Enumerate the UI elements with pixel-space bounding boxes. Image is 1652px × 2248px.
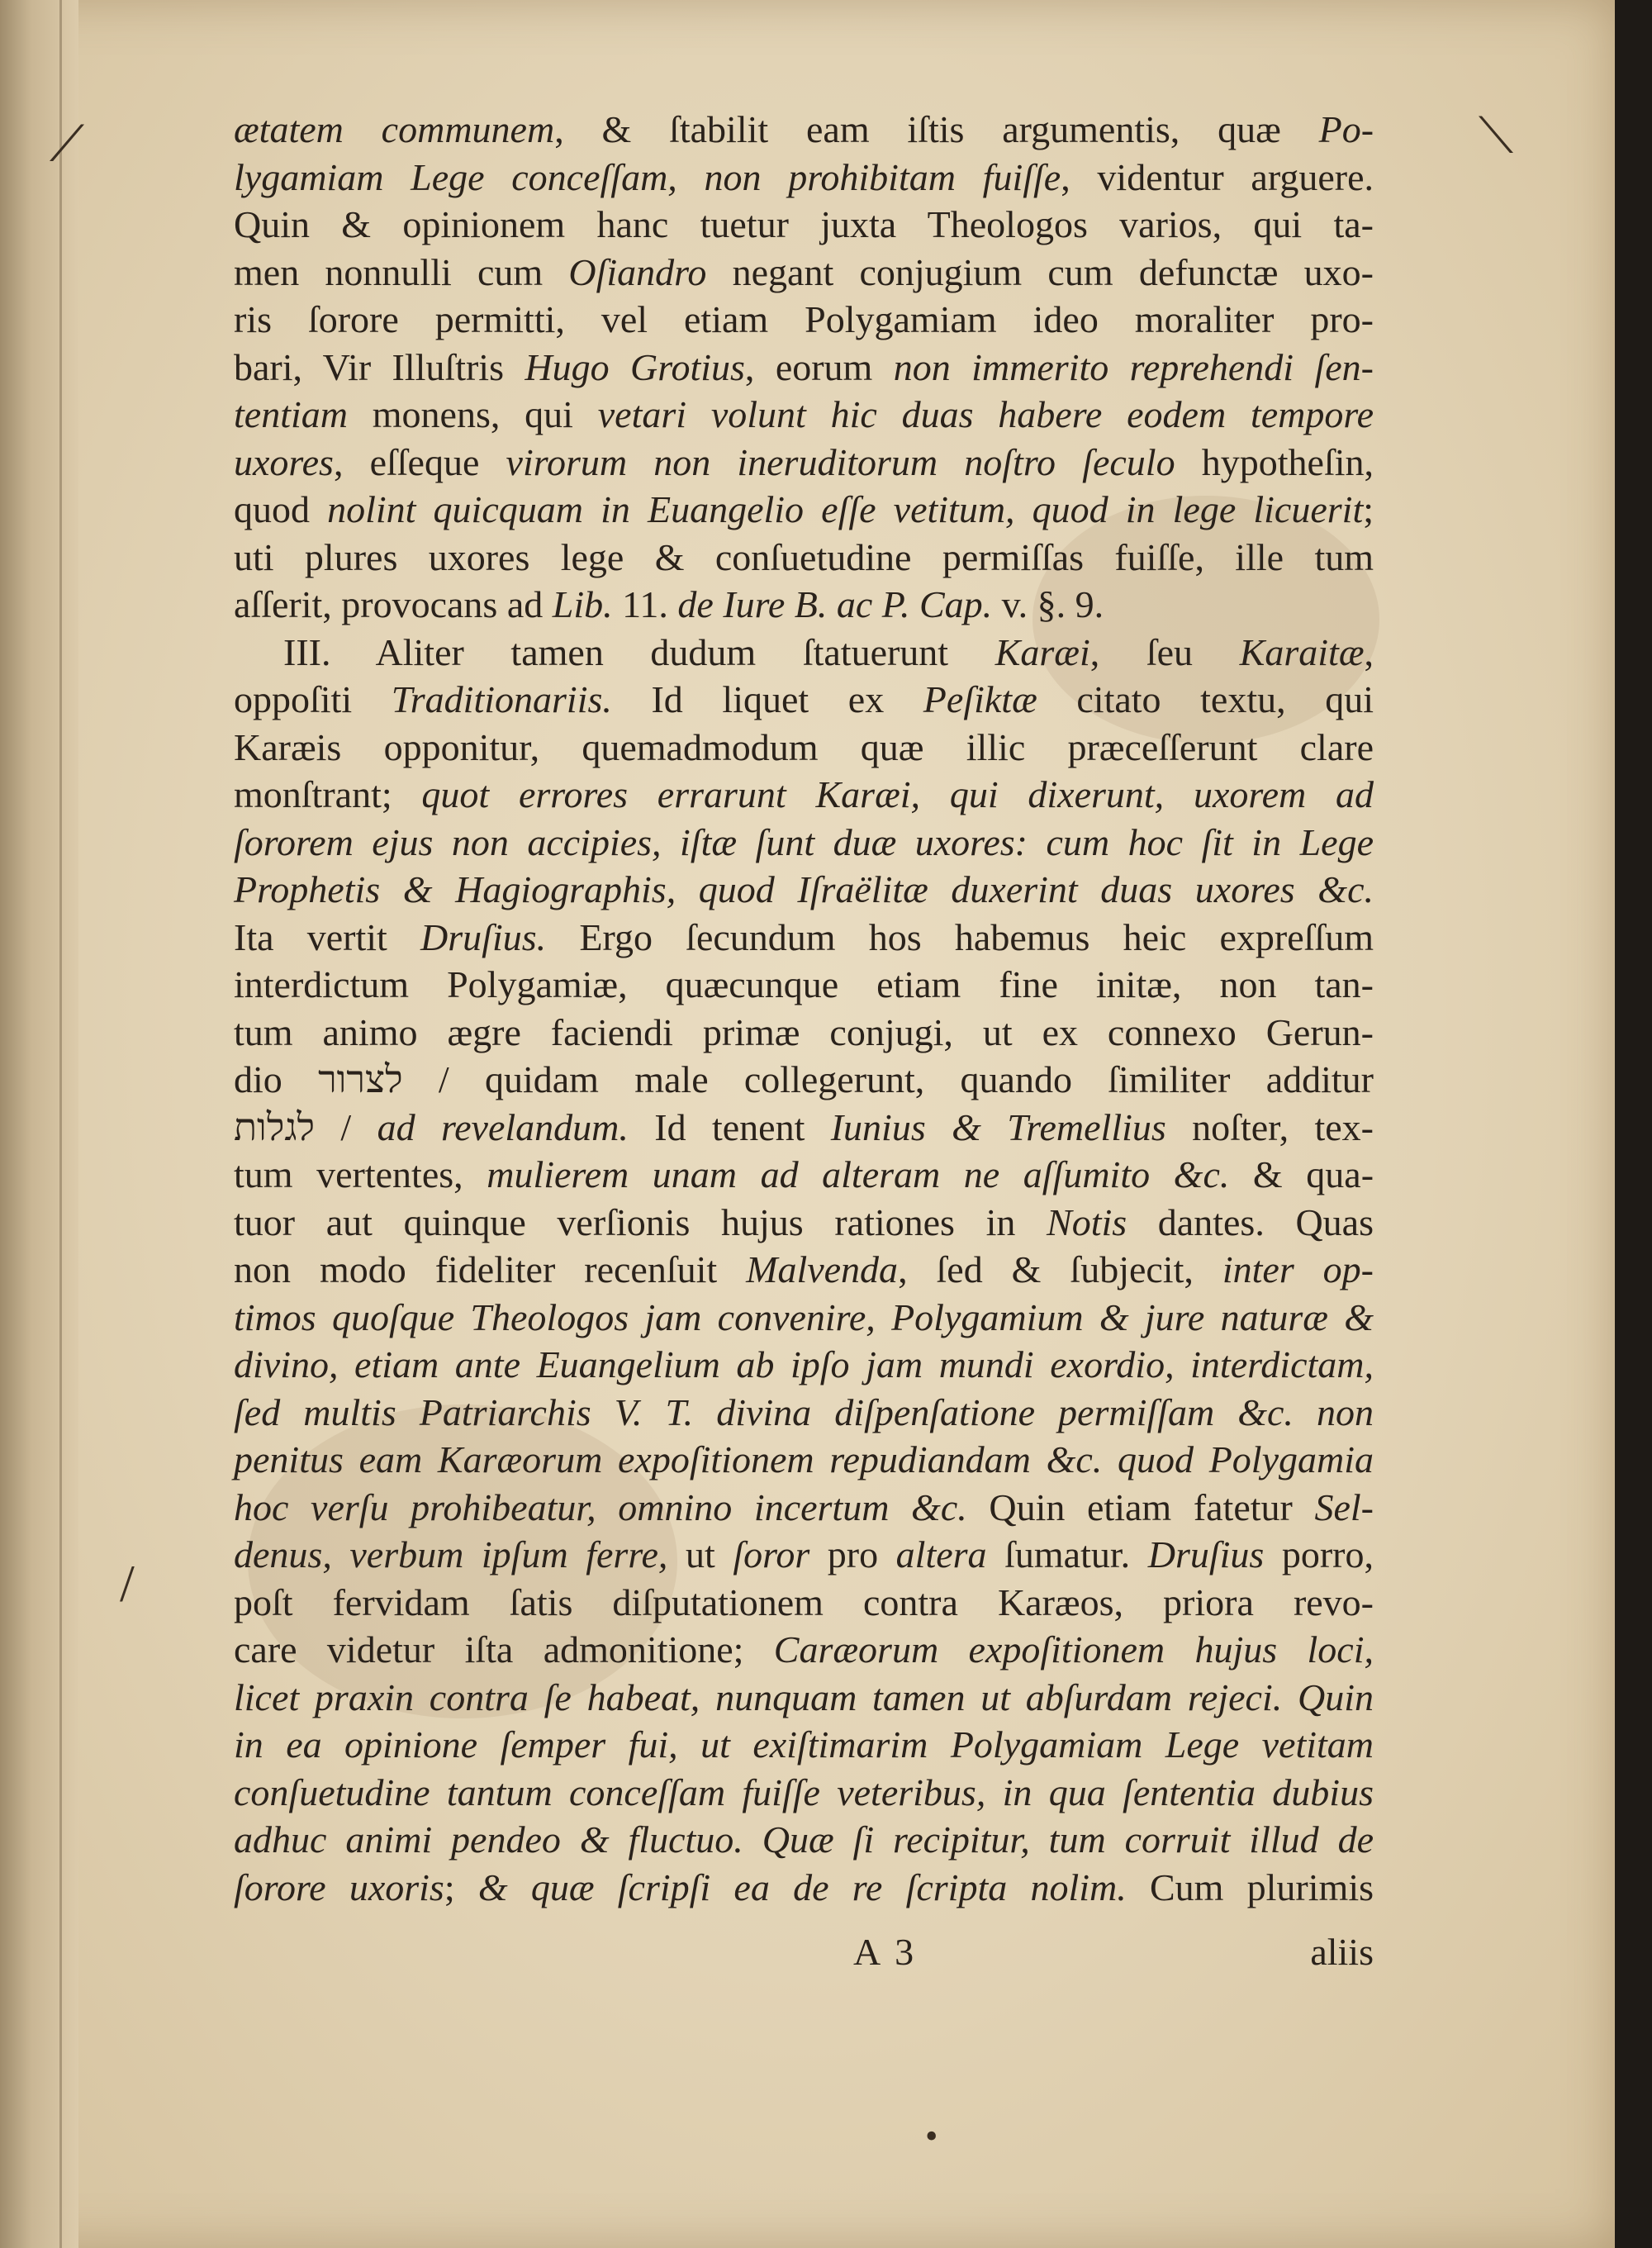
text-run: negant conjugium cum defunctæ uxo- [706,250,1374,293]
text-run: & qua- [1229,1153,1374,1195]
text-line [234,1151,1374,1199]
text-line [234,676,1374,724]
italic-text-run: lygamiam Lege conceſſam, non prohibitam fuiſſe [234,155,1061,198]
text-run: ut [667,1533,733,1576]
text-run: לגלות / [234,1105,377,1148]
text-line [234,961,1374,1009]
text-line [234,819,1374,867]
text-run: v. §. 9. [992,583,1104,625]
text-run: , [1364,630,1374,673]
italic-text-run: ſed multis Patriarchis V. T. divina diſpenſatione permiſſam &c. non [234,1390,1374,1433]
text-run: Cum plurimis [1126,1865,1374,1908]
text-run: pro [809,1533,896,1576]
italic-text-run: Iunius & Tremellius [830,1105,1166,1148]
text-run: quod [234,488,328,530]
text-run: Quin etiam fatetur [966,1485,1315,1528]
italic-text-run: Oſiandro [568,250,707,293]
italic-text-run: denus, verbum ipſum ferre, [234,1533,668,1576]
text-line [234,1199,1374,1247]
text-run: Karæis opponitur, quemadmodum quæ illic præceſſerunt clare [234,725,1374,768]
italic-text-run: non immerito reprehendi ſen- [893,345,1374,388]
italic-text-run: ſororem ejus non accipies, iſtæ ſunt duæ uxores: cum hoc ſit in Lege [234,820,1374,863]
text-run: monſtrant; [234,773,422,815]
text-line [234,1294,1374,1342]
italic-text-run: Lib. [552,583,613,625]
text-line [234,1674,1374,1722]
fold-line [59,0,62,2248]
text-run: aſſerit, provocans ad [234,583,553,625]
italic-text-run: ætatem communem [234,108,555,150]
text-run: , ſeu [1089,630,1240,673]
text-run: citato textu, qui [1037,678,1374,720]
text-run: Ergo ſecundum hos habemus heic expreſſum [546,915,1374,958]
italic-text-run: Peſiktæ [923,678,1037,720]
text-run: ris ſorore permitti, vel etiam Polygamiam ideo moraliter pro- [234,298,1374,340]
text-line [234,201,1374,249]
italic-text-run: Druſius [1147,1533,1265,1576]
text-run: , ſed & ſubjecit, [898,1248,1222,1290]
text-line [234,1009,1374,1057]
text-line [234,1056,1374,1104]
text-line [234,914,1374,962]
text-run: noſter, tex- [1165,1105,1374,1148]
text-run: , & ſtabilit eam iſtis argumentis, quæ [554,108,1319,150]
text-line [234,581,1374,629]
text-line [234,1721,1374,1769]
text-line [234,1531,1374,1579]
text-run: hypotheſin, [1175,440,1374,483]
text-run: non modo fideliter recenſuit [234,1248,747,1290]
catchword: aliis [1310,1931,1374,1973]
italic-text-run: Malvenda [746,1248,899,1290]
italic-text-run: Prophetis & Hagiographis, quod Iſraëlitæ duxerint duas uxores &c. [234,868,1374,910]
italic-text-run: divino, etiam ante Euangelium ab ipſo jam mundi exordio, interdictam, [234,1343,1374,1385]
italic-text-run: mulierem unam ad alteram ne aſſumito &c. [487,1153,1230,1195]
text-line [234,1579,1374,1627]
binding-gutter [0,0,78,2248]
text-line [234,724,1374,772]
text-run: poſt fervidam ſatis diſputationem contra Karæos, priora revo- [234,1580,1374,1623]
text-line [234,1389,1374,1437]
text-run: tum animo ægre faciendi primæ conjugi, ut ex connexo Gerun- [234,1010,1374,1053]
text-line [234,629,1374,677]
ink-stroke-mark: / [120,1554,135,1613]
italic-text-run: timos quoſque Theologos jam convenire, Polygamium & jure naturæ & [234,1295,1374,1338]
text-line [234,486,1374,534]
text-line [234,771,1374,819]
italic-text-run: licet praxin contra ſe habeat, nunquam tamen ut abſurdam rejeci. Quin [234,1675,1374,1718]
text-run: uti plures uxores lege & conſuetudine permiſſas fuiſſe, ille tum [234,535,1374,578]
text-run: , eorum [744,345,894,388]
text-run: dantes. Quas [1127,1200,1374,1243]
text-run: oppoſiti [234,678,392,720]
page-footer [234,1930,1374,1979]
text-run: ; [1363,488,1374,530]
italic-text-run: altera [895,1533,987,1576]
text-line [234,534,1374,582]
italic-text-run: inter op- [1222,1248,1374,1290]
text-line [234,439,1374,487]
italic-text-run: conſuetudine tantum conceſſam fuiſſe veteribus, in qua ſententia dubius [234,1770,1374,1813]
text-run: interdictum Polygamiæ, quæcunque etiam fine initæ, non tan- [234,963,1374,1005]
text-run: , videntur arguere. [1061,155,1374,198]
text-run: III. Aliter tamen dudum ſtatuerunt [283,630,995,673]
text-line [234,1769,1374,1817]
text-run: ; [444,1865,478,1908]
italic-text-run: in ea opinione ſemper fui, ut exiſtimarim Polygamiam Lege vetitam [234,1723,1374,1766]
text-run: Ita vertit [234,915,421,958]
text-line [234,1436,1374,1484]
text-run: men nonnulli cum [234,250,569,293]
text-line [234,154,1374,202]
body-text [234,106,1374,1911]
text-line [234,1246,1374,1294]
text-run: Id liquet ex [611,678,923,720]
italic-text-run: vetari volunt hic duas habere eodem tempore [597,393,1374,435]
italic-text-run: adhuc animi pendeo & fluctuo. Quæ ſi recipitur, tum corruit illud de [234,1818,1374,1861]
text-line [234,391,1374,439]
italic-text-run: ſorore uxoris [234,1865,444,1908]
text-line [234,106,1374,154]
ink-flourish-mark: ⟍ [1479,108,1513,163]
text-run: monens, qui [347,393,598,435]
text-run: , eſſeque [333,440,506,483]
italic-text-run: tentiam [234,393,348,435]
italic-text-run: penitus eam Karæorum expoſitionem repudiandam &c. quod Polygamia [234,1438,1374,1480]
italic-text-run: Karaitæ [1239,630,1365,673]
ink-blot-mark: • [925,2116,938,2156]
italic-text-run: ſoror [733,1533,810,1576]
text-line [234,1626,1374,1674]
italic-text-run: & quæ ſcripſi ea de re ſcripta nolim. [477,1865,1127,1908]
ink-flourish-mark: ⟋ [50,116,84,171]
text-run: bari, Vir Illuſtris [234,345,525,388]
text-line [234,1341,1374,1389]
italic-text-run: nolint quicquam in Euangelio eſſe vetitum, quod in lege licuerit [327,488,1364,530]
italic-text-run: Po- [1318,108,1374,150]
italic-text-run: hoc verſu prohibeatur, omnino incertum &c. [234,1485,967,1528]
text-run: 11. [612,583,678,625]
italic-text-run: Notis [1047,1200,1127,1243]
text-run: tuor aut quinque verſionis hujus rationes in [234,1200,1047,1243]
italic-text-run: quot errores errarunt Karæi, qui dixerunt, uxorem ad [421,773,1374,815]
text-line [234,866,1374,914]
text-line [234,1864,1374,1912]
text-run: porro, [1264,1533,1374,1576]
text-line [234,1104,1374,1152]
italic-text-run: Hugo Grotius [525,345,745,388]
italic-text-run: Traditionariis. [391,678,612,720]
text-run: Quin & opinionem hanc tuetur juxta Theologos varios, qui ta- [234,203,1374,245]
italic-text-run: Sel- [1314,1485,1374,1528]
text-run: Id tenent [628,1105,831,1148]
italic-text-run: Caræorum expoſitionem hujus loci, [773,1628,1374,1671]
italic-text-run: virorum non ineruditorum noſtro ſeculo [506,440,1175,483]
italic-text-run: de Iure B. ac P. Cap. [677,583,993,625]
italic-text-run: ad revelandum. [377,1105,629,1148]
italic-text-run: uxores [234,440,334,483]
text-line [234,344,1374,392]
text-line [234,249,1374,297]
text-run: care videtur iſta admonitione; [234,1628,774,1671]
signature-mark: A 3 [853,1931,918,1973]
text-run: tum vertentes, [234,1153,487,1195]
text-run: ſumatur. [986,1533,1148,1576]
text-run: dio לצרור / quidam male collegerunt, quando ſimiliter additur [234,1058,1374,1100]
text-line [234,1484,1374,1532]
italic-text-run: Druſius. [420,915,547,958]
italic-text-run: Karæi [995,630,1090,673]
text-line [234,296,1374,344]
text-line [234,1816,1374,1864]
